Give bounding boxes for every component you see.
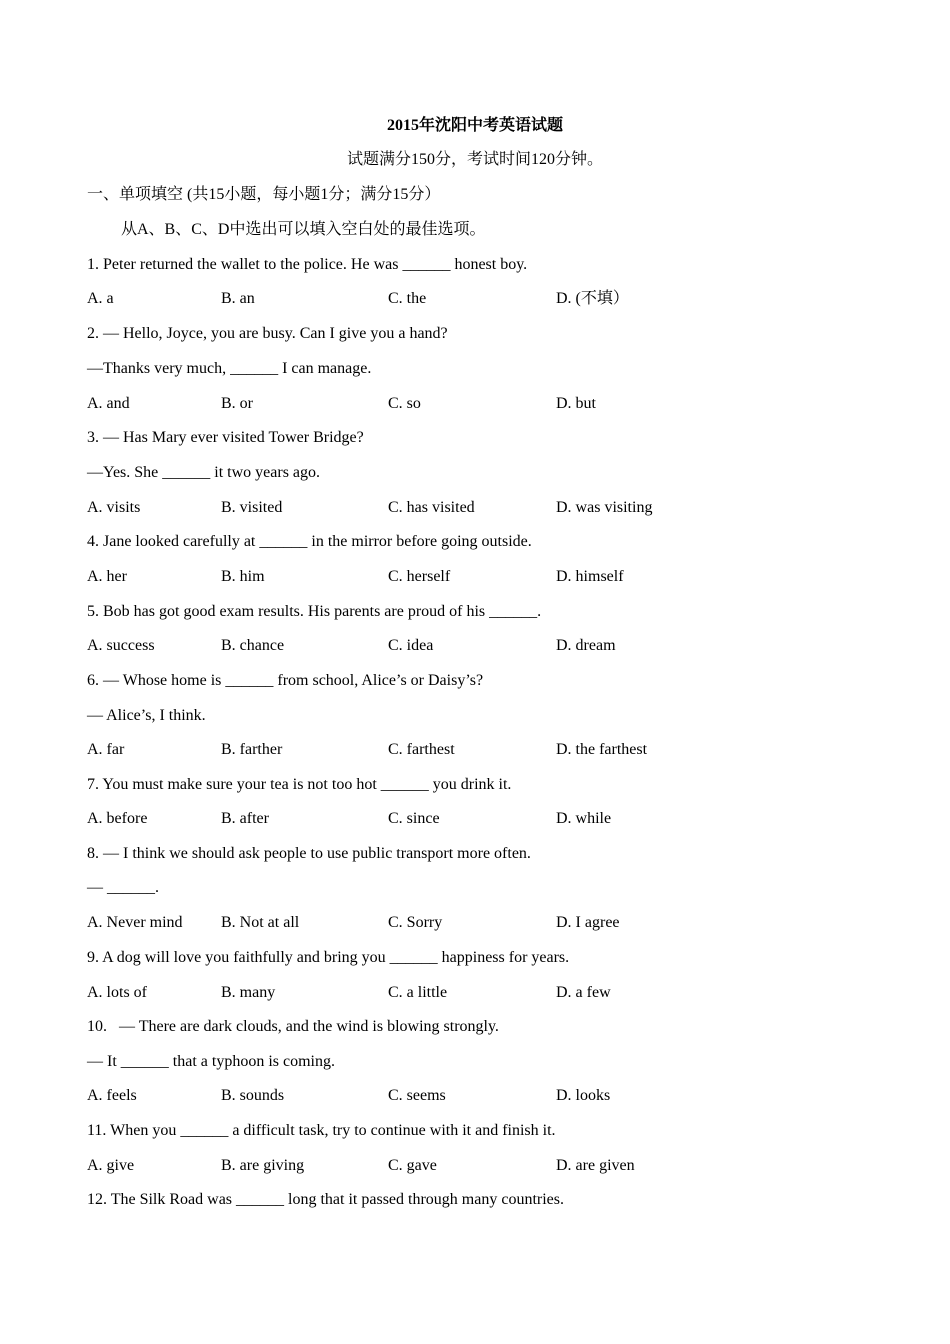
question-2-stem: 2. — Hello, Joyce, you are busy. Can I give you a hand? [87, 325, 448, 342]
option-c: C. a little [388, 984, 448, 1001]
option-c: C. Sorry [388, 914, 443, 931]
option-a: A. lots of [87, 984, 147, 1001]
question-4-stem: 4. Jane looked carefully at ______ in the mirror before going outside. [87, 533, 532, 550]
option-d: D. I agree [556, 914, 620, 931]
option-c: C. farthest [388, 741, 455, 758]
question-1-stem: 1. Peter returned the wallet to the police. He was ______ honest boy. [87, 256, 528, 273]
question-5-options [87, 636, 867, 656]
option-d: D. dream [556, 637, 616, 654]
question-6-response: — Alice’s, I think. [87, 707, 206, 724]
section-heading: 一、单项填空 (共15小题，每小题1分；满分15分） [87, 186, 441, 203]
section-instruction: 从A、B、C、D中选出可以填入空白处的最佳选项。 [121, 221, 486, 238]
question-5-stem: 5. Bob has got good exam results. His parents are proud of his ______. [87, 603, 542, 620]
option-b: B. an [221, 290, 255, 307]
option-b: B. or [221, 395, 253, 412]
question-7-options [87, 809, 867, 829]
option-a: A. a [87, 290, 114, 307]
option-d: D. (不填） [556, 290, 629, 307]
question-8-response: — ______. [87, 879, 159, 896]
question-6-stem: 6. — Whose home is ______ from school, Alice’s or Daisy’s? [87, 672, 484, 689]
option-d: D. the farthest [556, 741, 648, 758]
exam-info: 试题满分150分，考试时间120分钟。 [346, 151, 603, 168]
option-a: A. before [87, 810, 148, 827]
question-7-stem: 7. You must make sure your tea is not too hot ______ you drink it. [87, 776, 512, 793]
question-9-options [87, 983, 867, 1003]
option-b: B. after [221, 810, 269, 827]
option-a: A. visits [87, 499, 141, 516]
option-c: C. so [388, 395, 421, 412]
question-9-stem: 9. A dog will love you faithfully and bring you ______ happiness for years. [87, 949, 570, 966]
option-d: D. looks [556, 1087, 611, 1104]
question-12-stem: 12. The Silk Road was ______ long that it passed through many countries. [87, 1191, 564, 1208]
option-b: B. chance [221, 637, 285, 654]
option-d: D. are given [556, 1157, 635, 1174]
question-10-options [87, 1086, 867, 1106]
option-a: A. her [87, 568, 127, 585]
option-c: C. idea [388, 637, 434, 654]
option-a: A. far [87, 741, 125, 758]
option-d: D. was visiting [556, 499, 653, 516]
option-b: B. many [221, 984, 276, 1001]
option-b: B. sounds [221, 1087, 285, 1104]
option-b: B. are giving [221, 1157, 305, 1174]
option-d: D. himself [556, 568, 624, 585]
question-3-response: —Yes. She ______ it two years ago. [87, 464, 321, 481]
question-2-options [87, 394, 867, 414]
question-11-stem: 11. When you ______ a difficult task, try to continue with it and finish it. [87, 1122, 556, 1139]
option-b: B. farther [221, 741, 283, 758]
option-b: B. him [221, 568, 265, 585]
option-d: D. a few [556, 984, 611, 1001]
question-6-options [87, 740, 867, 760]
question-10-stem: 10. — There are dark clouds, and the wind is blowing strongly. [87, 1018, 499, 1035]
option-b: B. visited [221, 499, 283, 516]
option-c: C. gave [388, 1157, 437, 1174]
option-c: C. has visited [388, 499, 475, 516]
option-a: A. give [87, 1157, 135, 1174]
option-c: C. the [388, 290, 427, 307]
option-a: A. feels [87, 1087, 137, 1104]
option-b: B. Not at all [221, 914, 300, 931]
option-c: C. herself [388, 568, 451, 585]
question-3-stem: 3. — Has Mary ever visited Tower Bridge? [87, 429, 364, 446]
question-11-options [87, 1156, 867, 1176]
option-d: D. but [556, 395, 596, 412]
option-a: A. success [87, 637, 155, 654]
question-1-options [87, 289, 867, 309]
option-c: C. seems [388, 1087, 446, 1104]
option-a: A. Never mind [87, 914, 183, 931]
option-a: A. and [87, 395, 130, 412]
option-d: D. while [556, 810, 612, 827]
question-4-options [87, 567, 867, 587]
question-3-options [87, 498, 867, 518]
question-2-response: —Thanks very much, ______ I can manage. [87, 360, 372, 377]
question-8-options [87, 913, 867, 933]
question-8-stem: 8. — I think we should ask people to use public transport more often. [87, 845, 531, 862]
option-c: C. since [388, 810, 440, 827]
question-10-response: — It ______ that a typhoon is coming. [87, 1053, 335, 1070]
page-title: 2015年沈阳中考英语试题 [386, 117, 563, 134]
